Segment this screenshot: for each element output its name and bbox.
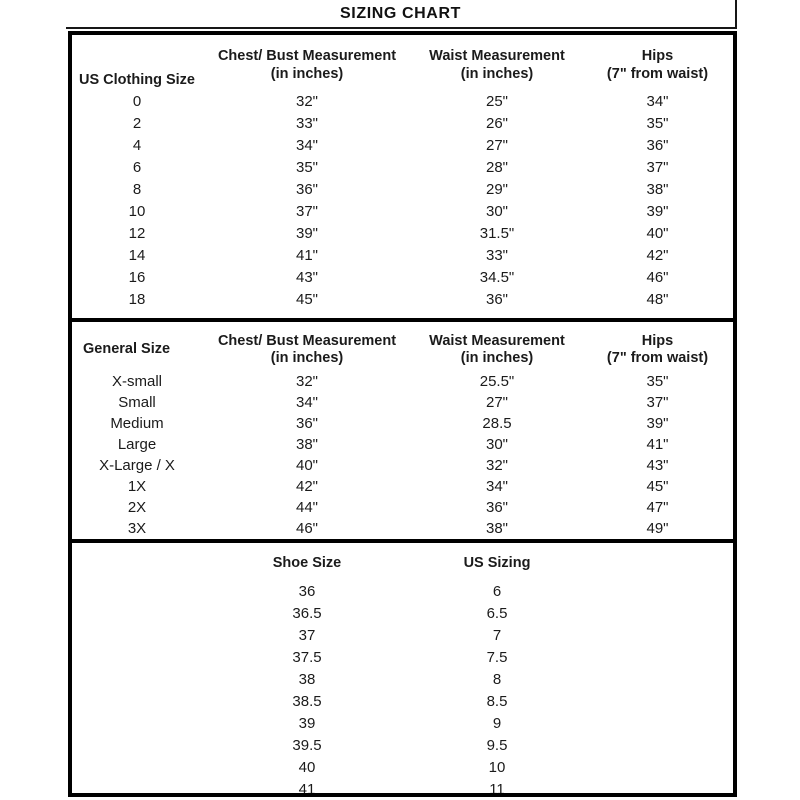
- table-cell: 8.5: [486, 692, 508, 710]
- table-cell: 37.5: [292, 648, 322, 666]
- table-row: [72, 625, 733, 647]
- table-cell: 38": [295, 436, 318, 454]
- table-cell: 49": [646, 520, 669, 538]
- table-cell: 48": [646, 290, 669, 308]
- general-table-body: [72, 372, 733, 540]
- us-table-header-size: US Clothing Size: [79, 71, 195, 88]
- table-cell: 45": [646, 478, 669, 496]
- table-cell: 32": [295, 92, 318, 110]
- table-row: [72, 201, 733, 223]
- table-cell: 44": [295, 499, 318, 517]
- table-cell: 7: [492, 626, 502, 644]
- header-line: Waist Measurement: [429, 48, 565, 65]
- table-row: [72, 223, 733, 245]
- table-cell: 25": [485, 92, 508, 110]
- table-cell: Medium: [110, 415, 164, 433]
- table-cell: 34": [295, 136, 318, 154]
- table-row: [72, 691, 733, 713]
- table-row: [72, 289, 733, 311]
- table-cell: 36": [295, 180, 318, 198]
- table-row: [72, 91, 733, 113]
- table-cell: 10: [488, 758, 506, 776]
- table-cell: 26": [485, 114, 508, 132]
- table-cell: 16: [128, 268, 146, 286]
- general-table-header-chest: [202, 333, 412, 367]
- table-cell: 38": [646, 180, 669, 198]
- table-cell: 38": [485, 520, 508, 538]
- table-cell: 40: [298, 758, 316, 776]
- table-cell: 42": [646, 246, 669, 264]
- shoe-table-header-us-sizing: US Sizing: [463, 554, 531, 571]
- general-table-header-hips: [582, 333, 733, 367]
- table-cell: 41": [646, 436, 669, 454]
- table-row: [72, 735, 733, 757]
- table-cell: 38.5: [292, 692, 322, 710]
- table-cell: 34": [295, 394, 318, 412]
- general-table-header-row: [72, 322, 733, 372]
- header-line: Waist Measurement: [429, 332, 565, 349]
- table-cell: Large: [117, 436, 157, 454]
- header-line: (in inches): [270, 65, 344, 82]
- header-line: (in inches): [460, 65, 534, 82]
- header-line: Chest/ Bust Measurement: [217, 332, 397, 349]
- table-row: [72, 414, 733, 435]
- table-cell: 0: [132, 92, 142, 110]
- table-cell: 31.5": [479, 224, 515, 242]
- table-row: [72, 372, 733, 393]
- table-row: [72, 669, 733, 691]
- table-row: [72, 498, 733, 519]
- table-row: [72, 519, 733, 540]
- table-cell: 3X: [127, 520, 147, 538]
- table-row: [72, 581, 733, 603]
- table-cell: 1X: [127, 478, 147, 496]
- table-cell: 34": [485, 478, 508, 496]
- table-cell: 43": [295, 268, 318, 286]
- table-cell: 27": [485, 394, 508, 412]
- general-table-header-waist: [412, 333, 582, 367]
- table-cell: 46": [295, 520, 318, 538]
- table-cell: 29": [485, 180, 508, 198]
- table-cell: 36.5: [292, 604, 322, 622]
- us-table-header-chest: [202, 48, 412, 82]
- table-cell: 6: [492, 582, 502, 600]
- table-cell: 43": [646, 457, 669, 475]
- table-cell: 40": [295, 457, 318, 475]
- table-cell: 38: [298, 670, 316, 688]
- table-row: [72, 456, 733, 477]
- table-row: [72, 435, 733, 456]
- table-row: [72, 757, 733, 779]
- table-cell: 36": [646, 136, 669, 154]
- us-table-header-hips: [582, 48, 733, 82]
- table-cell: 7.5: [486, 648, 508, 666]
- general-table-header-size: General Size: [83, 341, 171, 358]
- table-cell: 33": [295, 114, 318, 132]
- table-cell: 34.5": [479, 268, 515, 286]
- table-cell: X-Large / X: [99, 457, 175, 475]
- table-cell: 41: [298, 780, 316, 793]
- table-cell: 2X: [127, 499, 147, 517]
- us-size-table: [72, 35, 733, 322]
- title-bar: [66, 0, 737, 29]
- table-cell: 37": [646, 158, 669, 176]
- table-row: [72, 245, 733, 267]
- table-cell: 28.5: [482, 415, 512, 433]
- table-cell: 9: [492, 714, 502, 732]
- shoe-table-body: [72, 581, 733, 793]
- table-cell: 37": [646, 394, 669, 412]
- table-row: [72, 713, 733, 735]
- table-cell: 34": [646, 92, 669, 110]
- table-cell: 37: [298, 626, 316, 644]
- page-title: SIZING CHART: [340, 4, 461, 22]
- header-line: (7" from waist): [606, 65, 709, 82]
- table-cell: 39: [298, 714, 316, 732]
- table-cell: 8: [492, 670, 502, 688]
- table-cell: 14: [128, 246, 146, 264]
- table-cell: 47": [646, 499, 669, 517]
- table-cell: 33": [485, 246, 508, 264]
- table-row: [72, 135, 733, 157]
- table-cell: 18: [128, 290, 146, 308]
- table-cell: 6: [132, 158, 142, 176]
- table-cell: 4: [132, 136, 142, 154]
- table-row: [72, 477, 733, 498]
- table-cell: 9.5: [486, 736, 508, 754]
- table-cell: 35": [646, 373, 669, 391]
- table-cell: 39": [646, 415, 669, 433]
- table-row: [72, 393, 733, 414]
- table-row: [72, 113, 733, 135]
- table-cell: 35": [295, 158, 318, 176]
- us-table-body: [72, 91, 733, 311]
- table-cell: 28": [485, 158, 508, 176]
- general-size-table: [72, 322, 733, 543]
- table-cell: Small: [118, 394, 156, 412]
- header-line: (7" from waist): [606, 350, 709, 366]
- table-cell: 11: [489, 780, 505, 793]
- header-line: (in inches): [460, 350, 534, 366]
- us-table-header-row: [72, 35, 733, 91]
- table-row: [72, 647, 733, 669]
- table-cell: 37": [295, 202, 318, 220]
- shoe-table-header-row: [72, 543, 733, 575]
- table-row: [72, 157, 733, 179]
- table-cell: 30": [485, 202, 508, 220]
- table-cell: 32": [485, 457, 508, 475]
- table-cell: 39": [646, 202, 669, 220]
- table-cell: 6.5: [486, 604, 508, 622]
- table-row: [72, 779, 733, 793]
- table-cell: 41": [295, 246, 318, 264]
- table-cell: 35": [646, 114, 669, 132]
- shoe-table-header-shoe-size: Shoe Size: [272, 554, 342, 571]
- table-cell: 36": [485, 499, 508, 517]
- table-cell: 30": [485, 436, 508, 454]
- table-cell: 8: [132, 180, 142, 198]
- table-cell: 27": [485, 136, 508, 154]
- table-cell: 39.5: [292, 736, 322, 754]
- table-cell: 32": [295, 373, 318, 391]
- table-cell: 36": [485, 290, 508, 308]
- header-line: (in inches): [270, 350, 344, 366]
- header-line: Hips: [641, 332, 674, 349]
- table-row: [72, 603, 733, 625]
- table-cell: X-small: [111, 373, 162, 391]
- table-cell: 45": [295, 290, 318, 308]
- table-row: [72, 179, 733, 201]
- header-line: Chest/ Bust Measurement: [217, 48, 397, 65]
- table-cell: 40": [646, 224, 669, 242]
- table-cell: 25.5": [479, 373, 515, 391]
- us-table-header-waist: [412, 48, 582, 82]
- table-cell: 36: [298, 582, 316, 600]
- table-cell: 36": [295, 415, 318, 433]
- table-row: [72, 267, 733, 289]
- table-cell: 46": [646, 268, 669, 286]
- shoe-size-table: [72, 543, 733, 793]
- header-line: Hips: [641, 48, 674, 65]
- table-cell: 12: [128, 224, 146, 242]
- table-cell: 10: [128, 202, 146, 220]
- table-cell: 42": [295, 478, 318, 496]
- table-cell: 2: [132, 114, 142, 132]
- table-cell: 39": [295, 224, 318, 242]
- chart-box: [68, 31, 737, 797]
